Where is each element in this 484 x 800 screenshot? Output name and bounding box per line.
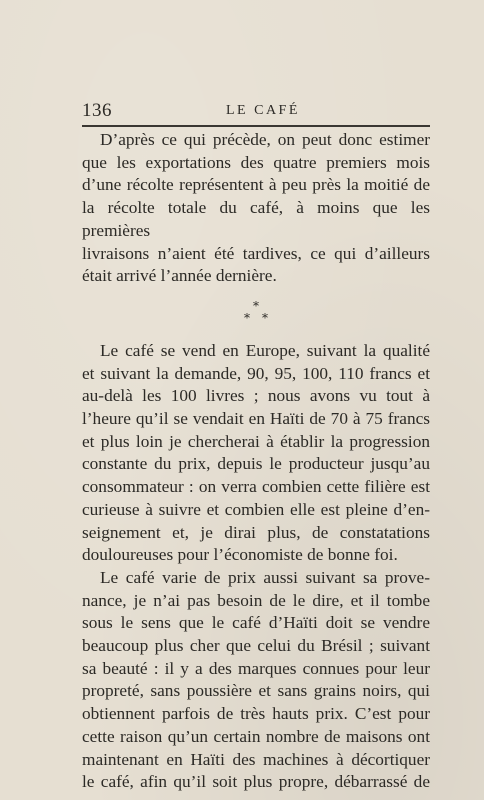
text-line: sa beauté : il y a des marques connues pour leur — [82, 658, 430, 678]
page-number: 136 — [82, 100, 112, 121]
text-line: l’heure qu’il se vendait en Haïti de 70 à 75 francs — [82, 409, 430, 429]
text-line: cette raison qu’un certain nombre de maisons ont — [82, 726, 430, 746]
text-line: au-delà les 100 livres ; nous avons vu tout à — [82, 386, 430, 406]
text-line: seignement et, je dirai plus, de constatations — [82, 522, 430, 542]
text-line: douloureuses pour l’économiste de bonne foi. — [82, 545, 398, 565]
text-line: constante du prix, depuis le producteur jusqu’au — [82, 454, 430, 474]
text-line: nance, je n’ai pas besoin de le dire, et il tombe — [82, 590, 430, 610]
paragraph-2 — [82, 340, 430, 567]
text-line: obtiennent parfois de très hauts prix. C’est pour — [82, 704, 430, 724]
asterism-star: * — [253, 298, 259, 313]
paragraph-1 — [82, 129, 430, 288]
text-line: le café, afin qu’il soit plus propre, débarrassé de — [82, 772, 430, 792]
text-line: Le café varie de prix aussi suivant sa prove- — [100, 567, 430, 587]
asterism-separator — [82, 290, 430, 336]
asterism-star: * — [244, 310, 250, 325]
text-line: était arrivé l’année dernière. — [82, 266, 277, 286]
asterism-star: * — [262, 310, 268, 325]
paragraph-3 — [82, 567, 430, 794]
page-header — [82, 100, 430, 122]
text-line: d’une récolte représentent à peu près la moitié de — [82, 175, 430, 195]
text-line: beaucoup plus cher que celui du Brésil ; suivant — [82, 636, 430, 656]
text-line: consommateur : on verra combien cette filière est — [82, 477, 430, 497]
header-rule — [82, 125, 430, 127]
text-line: livraisons n’aient été tardives, ce qui d’ailleurs — [82, 243, 430, 263]
text-line: et suivant la demande, 90, 95, 100, 110 francs et — [82, 363, 430, 383]
text-line: sous le sens que le café d’Haïti doit se vendre — [82, 613, 430, 633]
body-text — [82, 129, 430, 794]
text-line: curieuse à suivre et combien elle est pleine d’en- — [82, 499, 430, 519]
text-line: Le café se vend en Europe, suivant la qualité — [100, 340, 430, 360]
text-line: D’après ce qui précède, on peut donc estimer — [100, 130, 430, 149]
text-line: maintenant en Haïti des machines à décortiquer — [82, 749, 430, 769]
text-line: que les exportations des quatre premiers mois — [82, 152, 430, 172]
text-line: et plus loin je chercherai à établir la progression — [82, 431, 430, 451]
text-line: propreté, sans poussière et sans grains noirs, qui — [82, 681, 430, 701]
running-head: LE CAFÉ — [226, 103, 300, 118]
text-line: la récolte totale du café, à moins que les premières — [82, 198, 430, 240]
